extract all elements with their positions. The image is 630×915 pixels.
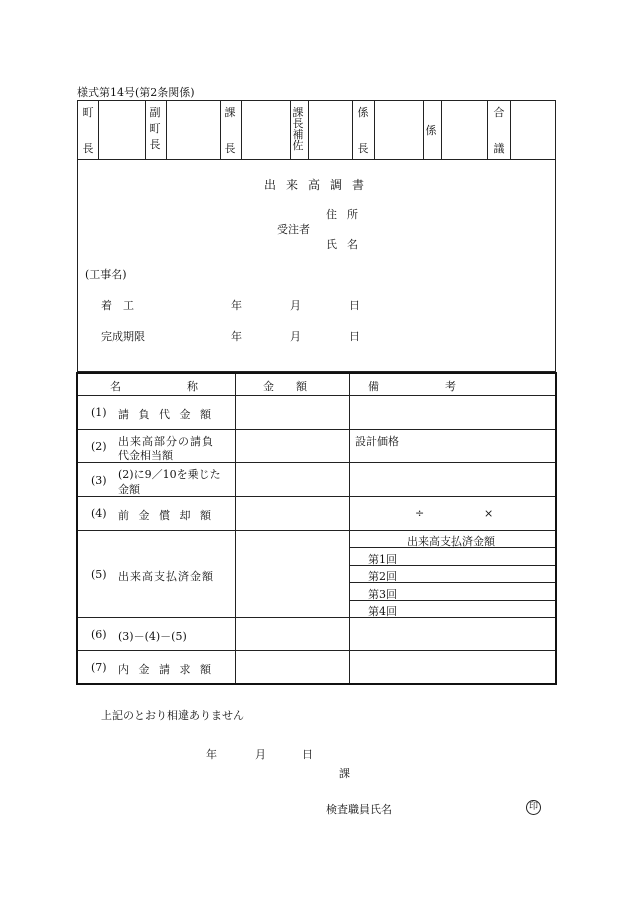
info-box — [77, 160, 556, 372]
row-1-name: 請 負 代 金 額 — [118, 408, 214, 421]
header-remarks: 備 考 — [368, 380, 456, 393]
deadline-month: 月 — [290, 330, 301, 343]
row-3-name-line1: (2)に9／10を乗じた — [118, 468, 221, 481]
header-name: 名 称 — [110, 380, 198, 393]
approval-label-subsection-chief-2: 長 — [357, 142, 369, 155]
address-label: 住所 — [326, 208, 368, 221]
start-month: 月 — [290, 299, 301, 312]
row-4-divide: ÷ — [415, 507, 425, 520]
contractor-label: 受注者 — [277, 223, 310, 236]
row-3-num: (3) — [91, 474, 107, 487]
row-6-num: (6) — [91, 628, 107, 641]
work-name-label: (工事名) — [85, 268, 127, 281]
footer-month: 月 — [255, 748, 266, 761]
approval-label-consultation: 合 — [493, 106, 505, 119]
approval-label-mayor: 町 — [82, 106, 94, 119]
row-7-name: 内 金 請 求 額 — [118, 663, 214, 676]
row-5-sub-header: 出来高支払済金額 — [407, 535, 495, 548]
start-year: 年 — [231, 299, 242, 312]
row-2-remark: 設計価格 — [355, 435, 399, 448]
row-1-num: (1) — [91, 406, 107, 419]
approval-label-section-chief: 課 — [224, 106, 236, 119]
row-7-num: (7) — [91, 661, 107, 674]
approval-label-consultation-2: 議 — [493, 142, 505, 155]
row-5-name: 出来高支払済金額 — [118, 570, 214, 583]
approval-label-section-chief-2: 長 — [224, 142, 236, 155]
deadline-year: 年 — [231, 330, 242, 343]
amount-table — [76, 372, 557, 685]
footer-day: 日 — [302, 748, 313, 761]
row-4-name: 前 金 償 却 額 — [118, 509, 214, 522]
inspector-label: 検査職員氏名 — [326, 803, 392, 816]
start-day: 日 — [349, 299, 360, 312]
row-2-name-line1: 出来高部分の請負 — [118, 435, 214, 448]
statement: 上記のとおり相違ありません — [101, 709, 244, 722]
approval-label-assistant-chief: 課 長 補 佐 — [292, 106, 304, 152]
header-amount: 金 額 — [263, 380, 307, 393]
approval-row — [77, 100, 556, 160]
row-5-sub-1: 第1回 — [368, 553, 397, 566]
row-5-num: (5) — [91, 568, 107, 581]
deadline-label: 完成期限 — [101, 330, 145, 343]
footer-year: 年 — [206, 748, 217, 761]
name-label: 氏名 — [326, 238, 368, 251]
document-title: 出来高調書 — [264, 178, 375, 192]
row-5-sub-4: 第4回 — [368, 605, 397, 618]
row-4-multiply: × — [484, 507, 494, 520]
row-5-sub-2: 第2回 — [368, 570, 397, 583]
row-5-sub-3: 第3回 — [368, 588, 397, 601]
approval-label-subsection-chief: 係 — [357, 106, 369, 119]
footer-section: 課 — [339, 767, 350, 780]
seal-icon: 印 — [526, 800, 541, 815]
start-label: 着 工 — [101, 299, 134, 312]
deadline-day: 日 — [349, 330, 360, 343]
approval-label-mayor-2: 長 — [82, 142, 94, 155]
row-4-num: (4) — [91, 507, 107, 520]
row-6-name: (3)－(4)－(5) — [118, 630, 187, 643]
row-2-name-line2: 代金相当額 — [118, 449, 173, 462]
form-number: 様式第14号(第2条関係) — [77, 86, 195, 99]
approval-label-staff: 係 — [425, 124, 437, 137]
row-3-name-line2: 金額 — [118, 483, 140, 496]
row-2-num: (2) — [91, 440, 107, 453]
approval-label-deputy-mayor: 副 町 長 — [149, 106, 161, 151]
